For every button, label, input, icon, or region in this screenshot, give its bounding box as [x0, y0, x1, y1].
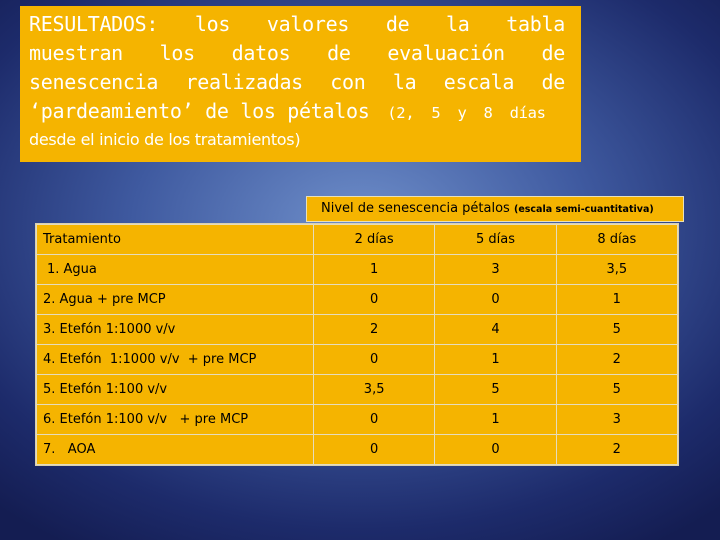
row-value-8-dias: 2 [556, 435, 677, 465]
header-2-dias: 2 días [313, 225, 434, 255]
row-value-2-dias: 2 [313, 315, 434, 345]
table-row [37, 285, 678, 315]
title-line-4-main: ‘pardeamiento’ de los pétalos [29, 99, 370, 123]
nivel-header [306, 196, 684, 222]
row-value-8-dias: 2 [556, 345, 677, 375]
row-value-2-dias: 0 [313, 405, 434, 435]
row-treatment: 2. Agua + pre MCP [37, 285, 314, 315]
header-5-dias: 5 días [435, 225, 556, 255]
table-row [37, 345, 678, 375]
row-treatment: 7. AOA [37, 435, 314, 465]
table-header-row [37, 225, 678, 255]
row-value-8-dias: 5 [556, 315, 677, 345]
title-box [20, 6, 581, 162]
row-treatment: 6. Etefón 1:100 v/v + pre MCP [37, 405, 314, 435]
results-table [36, 224, 678, 465]
row-treatment: 4. Etefón 1:1000 v/v + pre MCP [37, 345, 314, 375]
row-value-5-dias: 4 [435, 315, 556, 345]
nivel-header-main: Nivel de senescencia pétalos [321, 201, 510, 216]
title-line-3: senescencia realizadas con la escala de [29, 70, 565, 94]
table-row [37, 435, 678, 465]
header-tratamiento: Tratamiento [37, 225, 314, 255]
title-line-4-days: (2, 5 y 8 días [387, 104, 546, 122]
row-treatment: 3. Etefón 1:1000 v/v [37, 315, 314, 345]
table-row [37, 315, 678, 345]
row-value-5-dias: 1 [435, 405, 556, 435]
row-value-5-dias: 5 [435, 375, 556, 405]
row-value-2-dias: 3,5 [313, 375, 434, 405]
title-line-4 [29, 97, 565, 126]
table-row [37, 405, 678, 435]
table-row [37, 375, 678, 405]
title-line-5: desde el inicio de los tratamientos) [29, 130, 301, 149]
table-row [37, 255, 678, 285]
title-line-1: RESULTADOS: los valores de la tabla [29, 12, 565, 36]
row-value-2-dias: 0 [313, 435, 434, 465]
row-value-8-dias: 1 [556, 285, 677, 315]
title-line-2: muestran los datos de evaluación de [29, 41, 565, 65]
row-value-2-dias: 0 [313, 285, 434, 315]
row-value-5-dias: 3 [435, 255, 556, 285]
row-treatment: 5. Etefón 1:100 v/v [37, 375, 314, 405]
row-value-2-dias: 1 [313, 255, 434, 285]
row-value-2-dias: 0 [313, 345, 434, 375]
row-treatment: 1. Agua [37, 255, 314, 285]
row-value-5-dias: 0 [435, 285, 556, 315]
nivel-header-sub: (escala semi-cuantitativa) [513, 204, 654, 215]
row-value-8-dias: 5 [556, 375, 677, 405]
row-value-5-dias: 0 [435, 435, 556, 465]
row-value-8-dias: 3,5 [556, 255, 677, 285]
row-value-8-dias: 3 [556, 405, 677, 435]
row-value-5-dias: 1 [435, 345, 556, 375]
header-8-dias: 8 días [556, 225, 677, 255]
